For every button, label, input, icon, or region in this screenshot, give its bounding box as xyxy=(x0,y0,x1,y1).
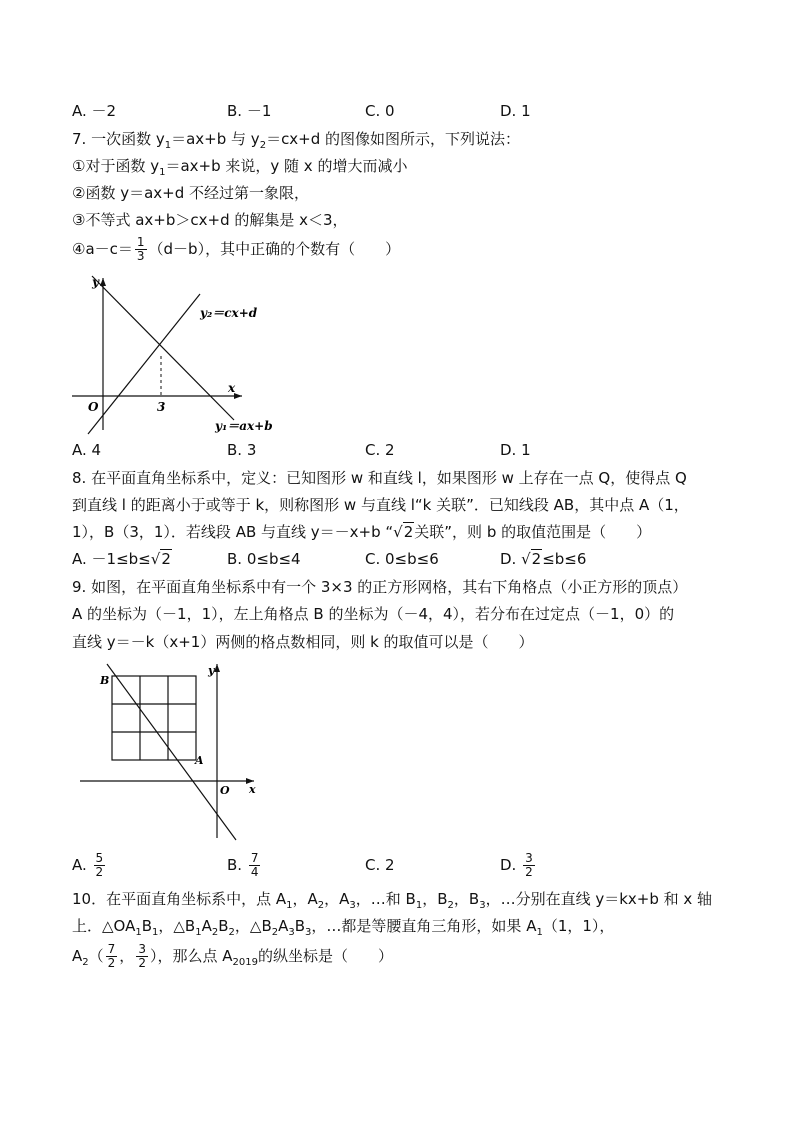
q8-line-2: 到直线 l 的距离小于或等于 k，则称图形 w 与直线 l“k 关联”．已知线段 AB，其中点 A（1， xyxy=(72,496,689,514)
q9-line-1: 9. 如图，在平面直角坐标系中有一个 3×3 的正方形网格，其右下角格点（小正方形的顶点） xyxy=(72,578,688,596)
q6-option-d[interactable]: D. 1 xyxy=(500,102,531,120)
q6-option-c[interactable]: C. 0 xyxy=(365,102,395,120)
point-a-label: A xyxy=(195,754,204,767)
q9-option-d[interactable]: D. $\frac{3}{2}$ xyxy=(500,851,533,879)
y-label: y xyxy=(92,275,99,289)
q9-option-a[interactable]: A. $\frac{5}{2}$ xyxy=(72,851,104,879)
q7-statement-2: ②函数 y＝ax+d 不经过第一象限， xyxy=(72,184,310,202)
x-label: x xyxy=(249,783,256,796)
q10-line-2: 上．$\triangle OA_1B_1$，$\triangle B_1A_2B_2$，$\triangle B_2A_3B_3$，…都是等腰直角三角形，如果 $A_1(1$，1）， xyxy=(72,917,615,938)
q10-line-1: 10．在平面直角坐标系中，点 $A_1$，$A_2$，$A_3$，…和 $B_1$，$B_2$，$B_3$，…分别在直线 y＝kx+b 和 x 轴 xyxy=(72,890,713,911)
q7-statement-4: ④a－c＝ $\frac{1}{3}$ （d－b），其中正确的个数有（ ） xyxy=(72,235,401,263)
line-y1 xyxy=(92,276,234,420)
q7-option-c[interactable]: C. 2 xyxy=(365,441,395,459)
q7-option-b[interactable]: B. 3 xyxy=(227,441,257,459)
y-arrow-icon xyxy=(214,664,220,672)
q8-option-d[interactable]: D. √2≤b≤6 xyxy=(500,550,587,568)
q6-option-a[interactable]: A. －2 xyxy=(72,102,117,120)
q7-stem: 7. 一次函数 $y_1=ax+b$ 与 $y_2=cx+d$ 的图像如图所示，下列说法： xyxy=(72,130,521,151)
q9-line-3: 直线 y＝－k（x+1）两侧的格点数相同，则 k 的取值可以是（ ） xyxy=(72,633,534,651)
x-arrow-icon xyxy=(234,393,242,399)
x-label: x xyxy=(228,381,236,395)
q9-graph xyxy=(80,660,260,844)
line1-label: y₁＝ax+b xyxy=(215,419,273,433)
q8-line-1: 8. 在平面直角坐标系中，定义：已知图形 w 和直线 l，如果图形 w 上存在一点 Q，使得点 Q xyxy=(72,469,687,487)
y-label: y xyxy=(208,664,215,677)
origin-label: O xyxy=(88,400,99,414)
q6-options xyxy=(72,100,732,122)
origin-label: O xyxy=(220,784,230,797)
q7-graph xyxy=(72,270,282,438)
line2-label: y₂＝cx+d xyxy=(200,306,258,320)
q9-option-b[interactable]: B. $\frac{7}{4}$ xyxy=(227,851,259,879)
q10-line-3: $A_2$（ $\frac{7}{2}$ ， $\frac{3}{2}$ ），那么点 $A_{2019}$的纵坐标是（ ） xyxy=(72,942,393,970)
q6-option-b[interactable]: B. －1 xyxy=(227,102,272,120)
line-y2 xyxy=(88,294,200,434)
point-b-label: B xyxy=(100,674,110,687)
q7-option-a[interactable]: A. 4 xyxy=(72,441,102,459)
q8-line-3: 1），B（3，1）．若线段 AB 与直线 y＝－x+b “√2关联”，则 b 的取值范围是（ ） xyxy=(72,523,652,541)
q9-options xyxy=(72,850,732,880)
q9-option-c[interactable]: C. 2 xyxy=(365,856,395,874)
q8-options xyxy=(72,548,732,570)
q8-option-a[interactable]: A. －1≤b≤√2 xyxy=(72,550,171,568)
q9-line-2: A 的坐标为（－1，1），左上角格点 B 的坐标为（－4，4），若分布在过定点（－1，0）的 xyxy=(72,605,675,623)
q8-option-c[interactable]: C. 0≤b≤6 xyxy=(365,550,439,568)
q7-fraction: $\frac{1}{3}$ xyxy=(136,235,145,263)
q7-statement-1: ①对于函数 $y_1=ax+b$ 来说，y 随 x 的增大而减小 xyxy=(72,157,408,178)
tick-label-3: 3 xyxy=(157,400,166,414)
q8-option-b[interactable]: B. 0≤b≤4 xyxy=(227,550,301,568)
q7-statement-3: ③不等式 ax+b＞cx+d 的解集是 x＜3， xyxy=(72,211,348,229)
q7-options xyxy=(72,439,732,461)
q7-option-d[interactable]: D. 1 xyxy=(500,441,531,459)
